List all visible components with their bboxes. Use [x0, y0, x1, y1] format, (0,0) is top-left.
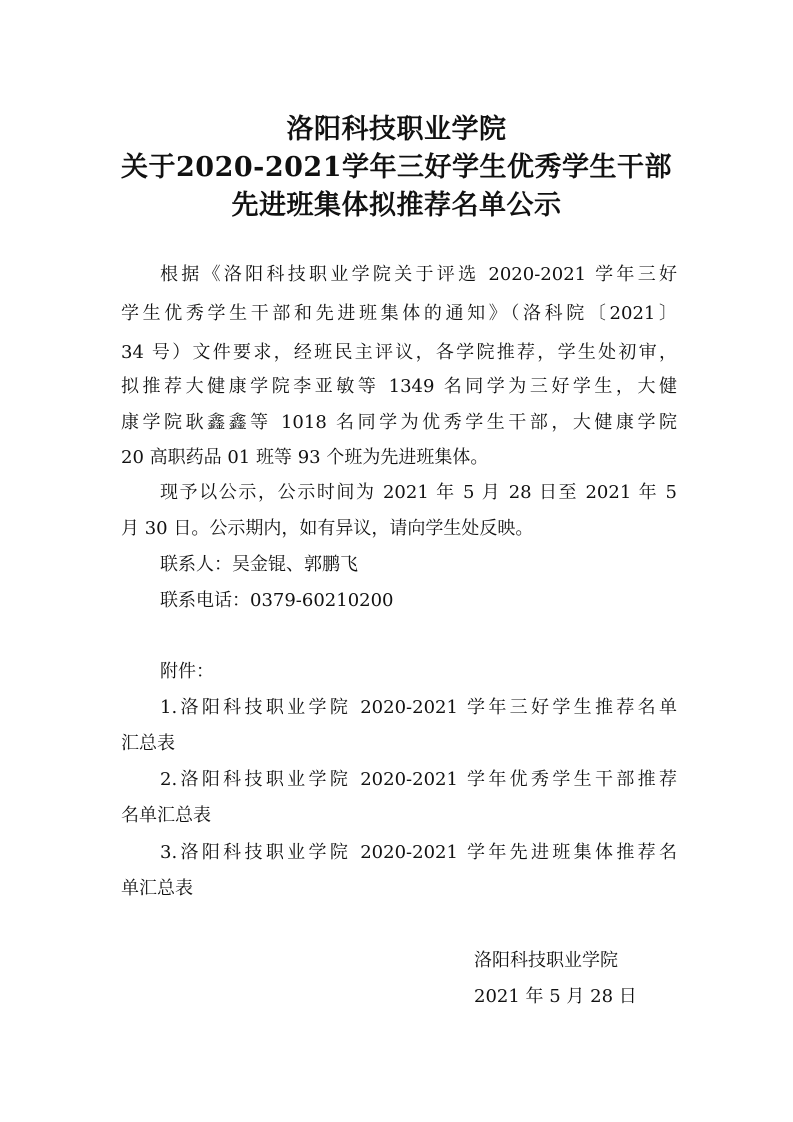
paragraph-line: 现予以公示，公示时间为 2021 年 5 月 28 日至 2021 年 5 — [160, 482, 677, 503]
attachment-item-1-cont: 汇总表 — [121, 733, 175, 754]
paragraph-line: 月 30 日。公示期内，如有异议，请向学生处反映。 — [121, 518, 534, 539]
attachment-item-1: 1.洛阳科技职业学院 2020-2021 学年三好学生推荐名单 — [160, 697, 677, 718]
title-line-3: 先进班集体拟推荐名单公示 — [231, 190, 562, 221]
signature-date: 2021 年 5 月 28 日 — [474, 986, 637, 1007]
paragraph-line: 学生优秀学生干部和先进班集体的通知》（洛科院〔2021〕 — [121, 303, 677, 324]
paragraph-line: 拟推荐大健康学院李亚敏等 1349 名同学为三好学生，大健 — [121, 376, 677, 397]
title-line-1: 洛阳科技职业学院 — [286, 114, 507, 145]
attachment-item-2-cont: 名单汇总表 — [121, 805, 211, 826]
attachment-item-2: 2.洛阳科技职业学院 2020-2021 学年优秀学生干部推荐 — [160, 769, 677, 790]
attachment-item-3: 3.洛阳科技职业学院 2020-2021 学年先进班集体推荐名 — [160, 842, 677, 863]
title-line-2: 关于2020-2021学年三好学生优秀学生干部 — [121, 152, 672, 183]
contact-phone: 联系电话：0379-60210200 — [160, 590, 394, 611]
contact-person: 联系人：吴金锟、郭鹏飞 — [160, 554, 358, 575]
attachments-heading: 附件： — [160, 661, 214, 682]
paragraph-line: 根据《洛阳科技职业学院关于评选 2020-2021 学年三好 — [160, 264, 677, 285]
paragraph-line: 34 号）文件要求，经班民主评议，各学院推荐，学生处初审， — [121, 342, 677, 363]
paragraph-line: 20 高职药品 01 班等 93 个班为先进班集体。 — [121, 447, 489, 468]
paragraph-line: 康学院耿鑫鑫等 1018 名同学为优秀学生干部，大健康学院 — [121, 412, 677, 433]
attachment-item-3-cont: 单汇总表 — [121, 878, 193, 899]
signature-org: 洛阳科技职业学院 — [474, 950, 618, 971]
